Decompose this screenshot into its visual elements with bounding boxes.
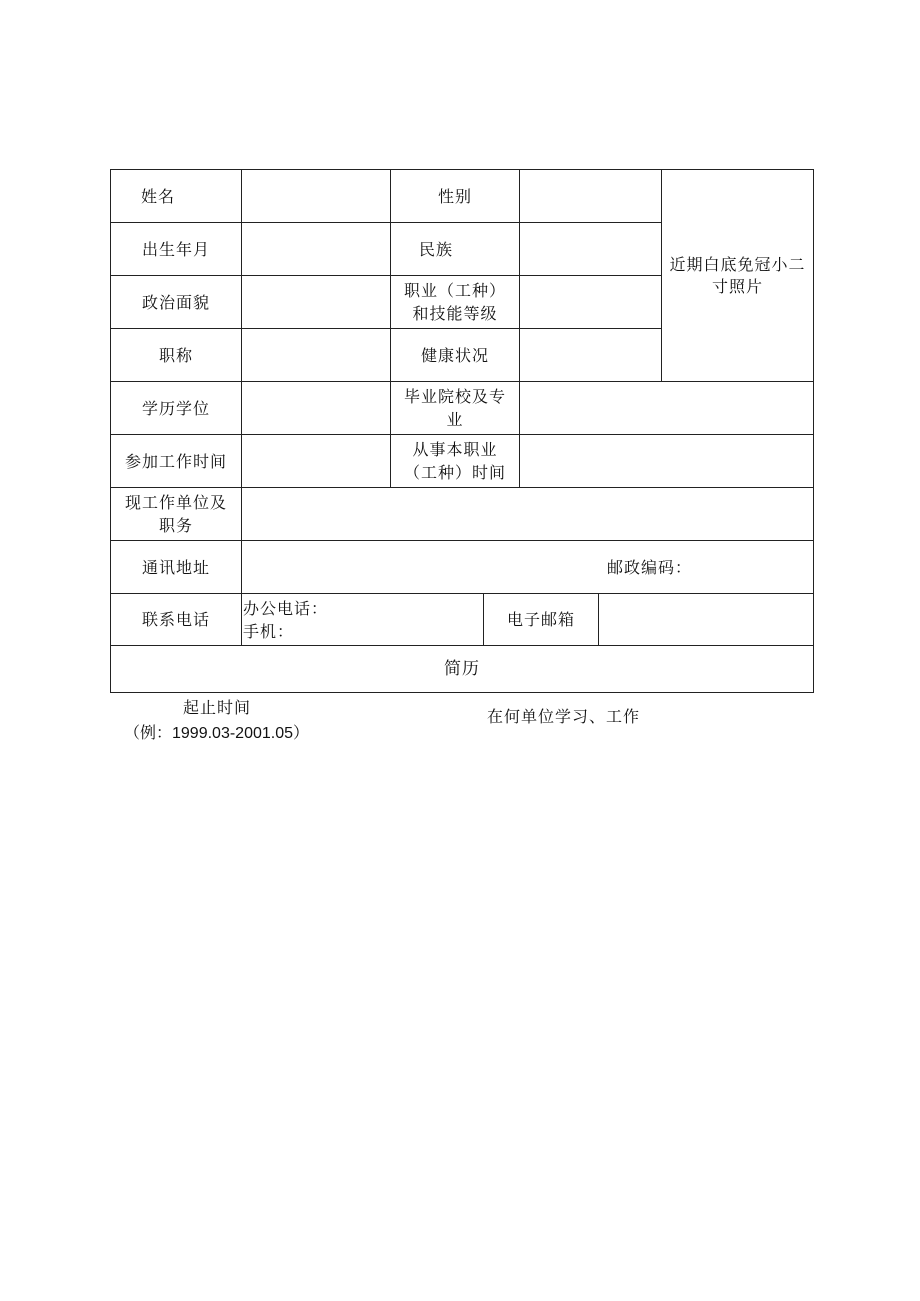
label-education-degree: 学历学位: [141, 398, 210, 418]
label-current-unit-line1: 现工作单位及: [124, 493, 227, 512]
resume-period-example: （例：1999.03-2001.05）: [124, 725, 310, 742]
current-unit-field[interactable]: [242, 488, 813, 540]
label-political-status: 政治面貌: [141, 292, 210, 312]
label-phone: 联系电话: [141, 610, 210, 629]
label-mobile: 手机：: [243, 621, 295, 641]
label-school-major: [391, 382, 519, 434]
political-status-field[interactable]: [242, 276, 390, 328]
title-field[interactable]: [242, 329, 390, 381]
label-occupation-skill-line2: 和技能等级: [412, 304, 498, 323]
label-occupation-time: [391, 435, 519, 487]
health-field[interactable]: [520, 329, 661, 381]
address-field[interactable]: [242, 541, 602, 593]
label-occupation-skill: [391, 276, 519, 328]
label-birth: 出生年月: [141, 239, 210, 259]
birth-field[interactable]: [242, 223, 390, 275]
label-current-unit: [111, 488, 241, 540]
photo-instruction-line2: 寸照片: [711, 276, 763, 296]
label-gender: 性别: [437, 186, 472, 206]
label-school-major-line1: 毕业院校及专: [403, 387, 506, 406]
label-work-start: 参加工作时间: [124, 451, 227, 471]
label-email: 电子邮箱: [506, 610, 575, 629]
photo-instruction-line1: 近期白底免冠小二: [669, 254, 806, 274]
name-field[interactable]: [242, 170, 390, 222]
resume-period-header: 起止时间: [183, 698, 252, 717]
photo-placeholder[interactable]: [662, 170, 813, 381]
phone-fields[interactable]: [242, 594, 483, 645]
label-occupation-skill-line1: 职业（工种）: [403, 281, 506, 300]
resume-unit-header: 在何单位学习、工作: [487, 707, 641, 726]
school-major-field[interactable]: [520, 382, 813, 434]
email-field[interactable]: [599, 594, 813, 645]
table-border-bottom: [110, 692, 814, 693]
label-current-unit-line2: 职务: [158, 516, 193, 535]
occupation-time-field[interactable]: [520, 435, 813, 487]
postal-code-field[interactable]: [702, 541, 813, 593]
gender-field[interactable]: [520, 170, 661, 222]
resume-section-title: 简历: [444, 658, 480, 679]
occupation-skill-field[interactable]: [520, 276, 661, 328]
label-occupation-time-line2: （工种）时间: [403, 463, 506, 482]
label-address: 通讯地址: [141, 557, 210, 577]
label-school-major-line2: 业: [446, 410, 464, 429]
ethnicity-field[interactable]: [520, 223, 661, 275]
label-ethnicity: 民族: [418, 239, 453, 259]
education-degree-field[interactable]: [242, 382, 390, 434]
table-border-right: [813, 169, 814, 693]
label-health: 健康状况: [420, 345, 489, 365]
label-name: 姓名: [141, 186, 176, 206]
label-postal-code: 邮政编码：: [607, 557, 693, 577]
label-office-phone: 办公电话：: [243, 598, 329, 618]
label-occupation-time-line1: 从事本职业: [412, 440, 498, 459]
label-title: 职称: [158, 345, 193, 365]
work-start-field[interactable]: [242, 435, 390, 487]
